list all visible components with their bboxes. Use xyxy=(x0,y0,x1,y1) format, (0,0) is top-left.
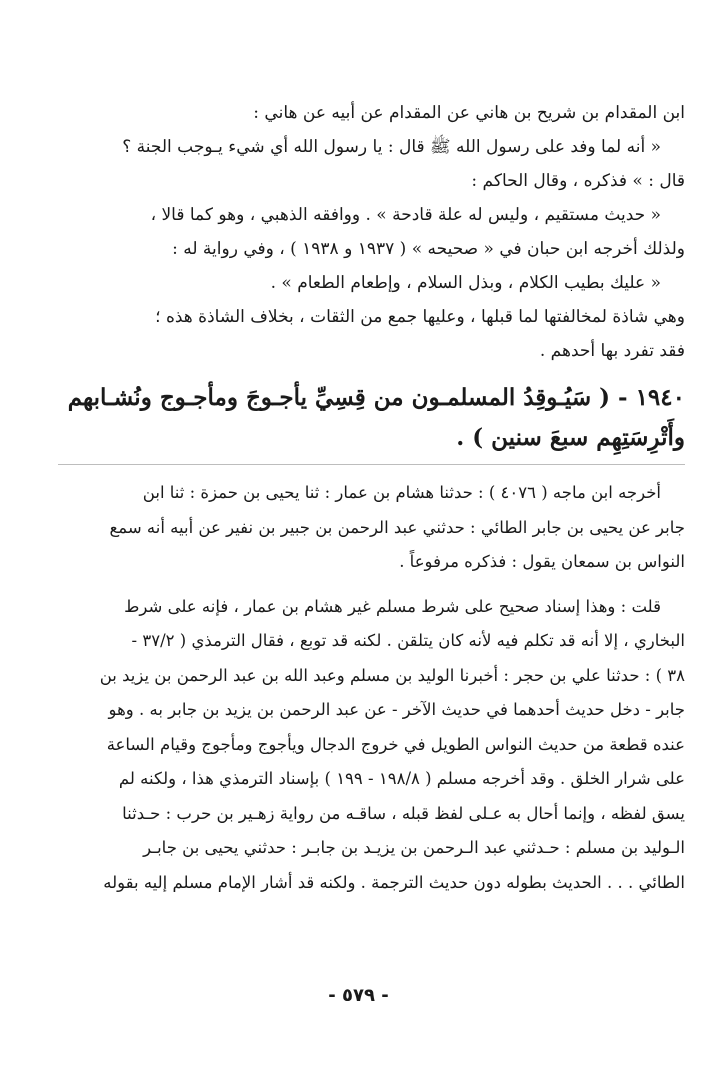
section-commentary xyxy=(58,476,685,900)
text-line: الـوليد بن مسلم : حـدثني عبد الـرحمن بن يزيـد بن جابـر : حدثني يحيى بن جابـر xyxy=(143,838,685,857)
text-line: فقد تفرد بها أحدهم . xyxy=(539,341,685,361)
spacer xyxy=(58,368,685,378)
quote-line: « أنه لما وفد على رسول الله ﷺ قال : يا رسول الله أي شيء يـوجب الجنة ؟ xyxy=(122,137,661,157)
text-line: النواس بن سمعان يقول : فذكره مرفوعاً . xyxy=(399,552,685,571)
hadith-title-line-1: ١٩٤٠ - ( سَيُـوقِدُ المسلمـون من قِسِيِّ يأجـوجَ ومأجـوج ونُشـابهم xyxy=(67,384,685,411)
text-line: جابر - دخل حديث أحدهما في حديث الآخر - عن عبد الرحمن بن يزيد بن جابر به . وهو xyxy=(108,700,685,719)
text-line: قال : » فذكره ، وقال الحاكم : xyxy=(471,171,685,191)
text-line: يسق لفظه ، وإنما أحال به عـلى لفظ قبله ، ساقـه من رواية زهـير بن حرب : حـدثنا xyxy=(122,803,685,823)
text-line: البخاري ، إلا أنه قد تكلم فيه لأنه كان يتلقن . لكنه قد توبع ، فقال الترمذي ( ٣٧/٢ - xyxy=(131,631,685,650)
text-line: وهي شاذة لمخالفتها لما قبلها ، وعليها جمع من الثقات ، بخلاف الشاذة هذه ؛ xyxy=(155,307,685,327)
text-line: جابر عن يحيى بن جابر الطائي : حدثني عبد الرحمن بن جبير بن نفير عن أبيه أنه سمع xyxy=(109,517,685,537)
section-intro xyxy=(58,96,685,368)
page-number: - ٥٧٩ - xyxy=(328,985,389,1006)
text-line: ابن المقدام بن شريح بن هاني عن المقدام عن أبيه عن هاني : xyxy=(253,103,685,123)
text-line: أخرجه ابن ماجه ( ٤٠٧٦ ) : حدثنا هشام بن عمار : ثنا يحيى بن حمزة : ثنا ابن xyxy=(142,483,661,502)
hadith-title-line-2: وأَتْرِسَتِهِم سبعَ سنين ) . xyxy=(456,424,685,451)
text-line: على شرار الخلق . وقد أخرجه مسلم ( ١٩٨/٨ - ١٩٩ ) بإسناد الترمذي هذا ، ولكنه لم xyxy=(118,769,685,788)
page-content xyxy=(58,96,685,900)
text-line: عنده قطعة من حديث النواس الطويل في خروج الدجال ويأجوج ومأجوج وقيام الساعة xyxy=(106,734,685,754)
text-line: ٣٨ ) : حدثنا علي بن حجر : أخبرنا الوليد بن مسلم وعبد الله بن عبد الرحمن بن يزيد بن xyxy=(99,665,685,685)
text-line: ولذلك أخرجه ابن حبان في « صحيحه » ( ١٩٣٧ و ١٩٣٨ ) ، وفي رواية له : xyxy=(172,239,685,259)
spacer xyxy=(58,580,685,590)
quote-line: « حديث مستقيم ، وليس له علة قادحة » . ووافقه الذهبي ، وهو كما قالا ، xyxy=(150,205,661,225)
text-line: قلت : وهذا إسناد صحيح على شرط مسلم غير هشام بن عمار ، فإنه على شرط xyxy=(124,596,661,616)
quote-line: « عليك بطيب الكلام ، وبذل السلام ، وإطعام الطعام » . xyxy=(270,273,661,293)
text-line: الطائي . . . الحديث بطوله دون حديث الترجمة . ولكنه قد أشار الإمام مسلم إليه بقوله xyxy=(103,872,685,892)
divider xyxy=(58,464,685,466)
hadith-heading xyxy=(58,378,685,458)
